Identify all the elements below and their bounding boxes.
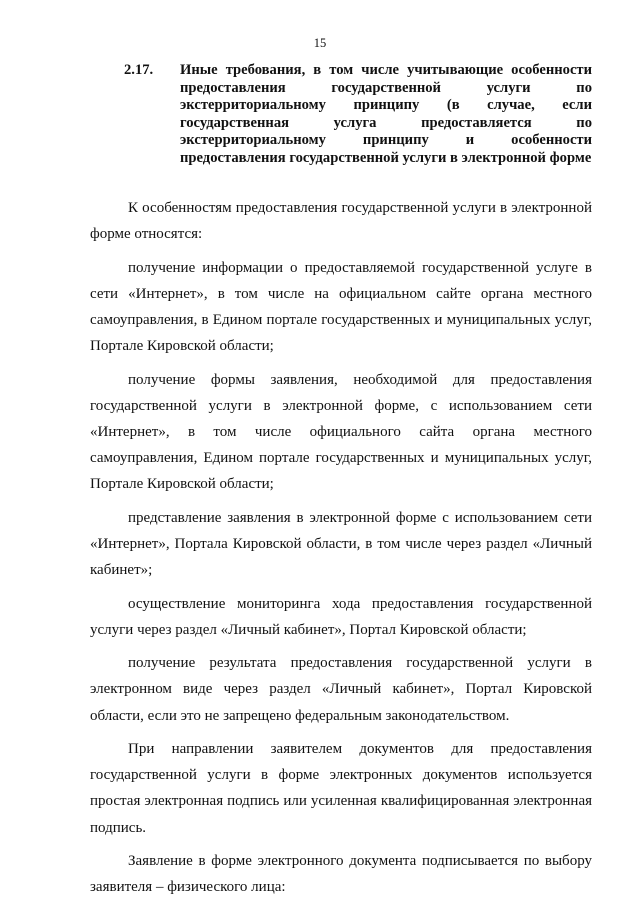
document-body bbox=[90, 195, 592, 908]
paragraph: осуществление мониторинга хода предоставления государственной услуги через раздел «Личный кабинет», Портал Кировской области; bbox=[90, 595, 592, 638]
section-number: 2.17. bbox=[124, 62, 154, 78]
page-number: 15 bbox=[313, 36, 327, 50]
paragraph: получение информации о предоставляемой государственной услуге в сети «Интернет», в том числе на официальном сайте органа местного самоуправления, в Едином портале государственных и муниципальных услуг, Портале Кировской области; bbox=[90, 259, 592, 355]
paragraph: получение формы заявления, необходимой для предоставления государственной услуги в электронной форме, с использованием сети «Интернет», в том числе официального сайта органа местного самоуправления, Едином портале государственных и муниципальных услуг, Портале Кировской области; bbox=[90, 371, 592, 493]
section-heading bbox=[124, 62, 592, 168]
section-title: Иные требования, в том числе учитывающие особенности предоставления государственной услуги по экстерриториальному принципу (в случае, если государственная услуга предоставляется по экстерриториальному принципу и особенности предоставления государственной услуги в электронной форме bbox=[180, 62, 592, 166]
paragraph: Заявление в форме электронного документа подписывается по выбору заявителя – физического лица: bbox=[90, 852, 592, 896]
paragraph: получение результата предоставления государственной услуги в электронном виде через раздел «Личный кабинет», Портал Кировской области, если это не запрещено федеральным законодательством. bbox=[90, 655, 592, 724]
paragraph: При направлении заявителем документов для предоставления государственной услуги в форме электронных документов используется простая электронная подпись или усиленная квалифицированная электронная подпись. bbox=[90, 740, 592, 836]
paragraph: представление заявления в электронной форме с использованием сети «Интернет», Портала Кировской области, в том числе через раздел «Личный кабинет»; bbox=[90, 509, 592, 579]
paragraph: К особенностям предоставления государственной услуги в электронной форме относятся: bbox=[90, 200, 592, 243]
